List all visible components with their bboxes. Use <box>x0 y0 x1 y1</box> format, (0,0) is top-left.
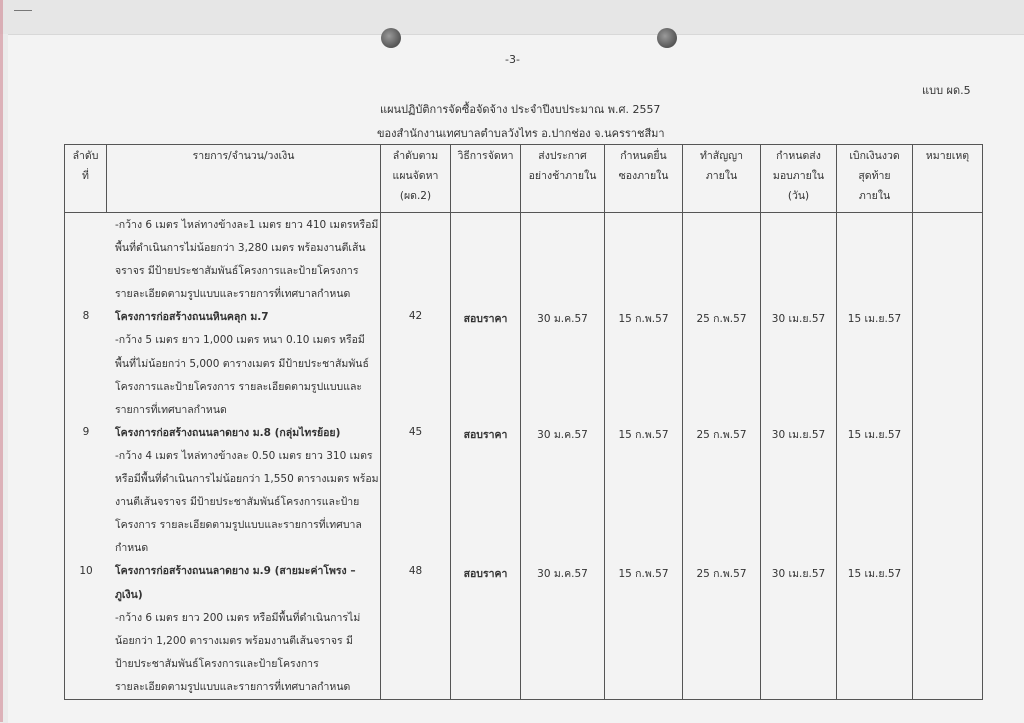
project-detail-line: โครงการ รายละเอียดตามรูปแบบและรายการที่เทศบาล <box>115 519 362 532</box>
delivery-column <box>761 213 836 678</box>
header-no <box>65 145 107 213</box>
page-number: -3- <box>505 53 520 66</box>
header-no-line: ลำดับ <box>72 150 99 162</box>
form-code: แบบ ผด.5 <box>922 84 971 97</box>
remarks-cell <box>913 213 983 700</box>
header-bid-due-line: ซองภายใน <box>618 170 669 182</box>
header-plan-order-line: (ผด.2) <box>399 190 432 202</box>
project-detail-line: หรือมีพื้นที่ดำเนินการไม่น้อยกว่า 1,550 ตารางเมตร พร้อม <box>115 473 379 486</box>
project-title-line: ภูเงิน) <box>115 588 143 601</box>
contract-cell <box>683 213 761 700</box>
header-contract-line: ทำสัญญา <box>699 150 743 162</box>
page-edge-line <box>0 0 3 722</box>
project-detail-line: น้อยกว่า 1,200 ตารางเมตร พร้อมงานตีเส้นจราจร มี <box>115 634 353 647</box>
plan-order-value: 45 <box>408 425 423 438</box>
delivery-cell <box>761 213 837 700</box>
method-cell <box>451 213 521 700</box>
project-number: 10 <box>79 564 93 577</box>
header-remarks-label: หมายเหตุ <box>925 150 970 162</box>
table-body-row <box>65 213 983 700</box>
header-announce <box>521 145 605 213</box>
project-title-line: โครงการก่อสร้างถนนลาดยาง ม.9 (สายมะค่าโพรง – <box>115 565 356 578</box>
document-title: แผนปฏิบัติการจัดซื้อจัดจ้าง ประจำปีงบประมาณ พ.ศ. 2557 <box>380 103 661 116</box>
header-delivery-line: มอบภายใน <box>772 170 825 182</box>
header-announce-line: ส่งประกาศ <box>538 150 587 162</box>
project-title-line: โครงการก่อสร้างถนนหินคลุก ม.7 <box>115 311 269 324</box>
scan-corner-mark <box>14 0 32 11</box>
announce-date: 30 ม.ค.57 <box>537 313 588 326</box>
contract-date: 25 ก.พ.57 <box>696 428 747 441</box>
project-detail-line: พื้นที่ดำเนินการไม่น้อยกว่า 3,280 เมตร พร้อมงานตีเส้น <box>115 242 366 255</box>
plan-order-value: 48 <box>408 564 423 577</box>
project-detail-line: -กว้าง 5 เมตร ยาว 1,000 เมตร หนา 0.10 เมตร หรือมี <box>115 334 365 347</box>
punch-hole-right <box>657 28 677 48</box>
delivery-date: 30 เม.ย.57 <box>771 428 826 441</box>
header-final-payment <box>837 145 913 213</box>
table-header-row <box>65 145 983 213</box>
project-detail-line: ป้ายประชาสัมพันธ์โครงการและป้ายโครงการ <box>115 657 319 670</box>
project-detail-line: โครงการและป้ายโครงการ รายละเอียดตามรูปแบบและ <box>115 380 363 393</box>
project-number: 8 <box>82 310 90 323</box>
project-detail-line: จราจร มีป้ายประชาสัมพันธ์โครงการและป้ายโครงการ <box>115 265 359 278</box>
announce-column <box>521 213 604 678</box>
header-contract-line: ภายใน <box>705 170 738 182</box>
header-remarks <box>913 145 983 213</box>
project-detail-line: พื้นที่ไม่น้อยกว่า 5,000 ตารางเมตร มีป้ายประชาสัมพันธ์ <box>115 357 369 370</box>
header-method <box>451 145 521 213</box>
header-final-payment-line: เบิกเงินงวด <box>849 150 900 162</box>
announce-date: 30 ม.ค.57 <box>537 428 588 441</box>
method-value: สอบราคา <box>463 313 508 326</box>
header-delivery-line: (วัน) <box>787 190 810 202</box>
item-description <box>65 213 380 699</box>
header-plan-order-line: ลำดับตาม <box>392 150 439 162</box>
header-no-line: ที่ <box>82 170 89 182</box>
header-method-label: วิธีการจัดหา <box>457 150 514 162</box>
final-payment-cell <box>837 213 913 700</box>
final-payment-column <box>837 213 912 678</box>
bid-due-column <box>605 213 682 678</box>
header-item-label: รายการ/จำนวน/วงเงิน <box>192 150 295 162</box>
plan-order-column <box>381 213 450 678</box>
header-item <box>107 145 381 213</box>
project-title-line: โครงการก่อสร้างถนนลาดยาง ม.8 (กลุ่มไทรย้อย) <box>115 426 341 439</box>
header-delivery <box>761 145 837 213</box>
final-payment-date: 15 เม.ย.57 <box>847 567 902 580</box>
header-contract <box>683 145 761 213</box>
project-detail-line: รายละเอียดตามรูปแบบและรายการที่เทศบาลกำหนด <box>115 288 351 301</box>
project-number-column <box>65 213 107 678</box>
item-description-cell <box>65 213 381 700</box>
project-detail-line: -กว้าง 6 เมตร ไหล่ทางข้างละ1 เมตร ยาว 410 เมตรหรือมี <box>115 219 379 231</box>
header-final-payment-line: สุดท้าย <box>858 170 891 182</box>
project-detail-line: -กว้าง 6 เมตร ยาว 200 เมตร หรือมีพื้นที่ดำเนินการไม่ <box>115 611 361 624</box>
final-payment-date: 15 เม.ย.57 <box>847 428 902 441</box>
bid-due-date: 15 ก.พ.57 <box>618 428 669 441</box>
project-detail-line: กำหนด <box>115 542 149 555</box>
plan-order-cell <box>381 213 451 700</box>
method-value: สอบราคา <box>463 567 508 580</box>
announce-date: 30 ม.ค.57 <box>537 567 588 580</box>
bid-due-cell <box>605 213 683 700</box>
header-plan-order-line: แผนจัดหา <box>392 170 439 182</box>
project-detail-line: รายละเอียดตามรูปแบบและรายการที่เทศบาลกำหนด <box>115 680 351 693</box>
punch-hole-left <box>381 28 401 48</box>
announce-cell <box>521 213 605 700</box>
method-value: สอบราคา <box>463 428 508 441</box>
contract-date: 25 ก.พ.57 <box>696 567 747 580</box>
project-detail-line: รายการที่เทศบาลกำหนด <box>115 403 227 416</box>
project-number: 9 <box>82 425 90 438</box>
method-column <box>451 213 520 678</box>
bid-due-date: 15 ก.พ.57 <box>618 313 669 326</box>
document-subtitle: ของสำนักงานเทศบาลตำบลวังไทร อ.ปากช่อง จ.นครราชสีมา <box>377 127 665 140</box>
scan-top-strip <box>0 0 1024 34</box>
header-final-payment-line: ภายใน <box>858 190 891 202</box>
contract-column <box>683 213 760 678</box>
delivery-date: 30 เม.ย.57 <box>771 313 826 326</box>
plan-order-value: 42 <box>408 310 423 323</box>
contract-date: 25 ก.พ.57 <box>696 313 747 326</box>
final-payment-date: 15 เม.ย.57 <box>847 313 902 326</box>
header-announce-line: อย่างช้าภายใน <box>528 170 597 182</box>
header-bid-due <box>605 145 683 213</box>
header-bid-due-line: กำหนดยื่น <box>620 150 667 162</box>
bid-due-date: 15 ก.พ.57 <box>618 567 669 580</box>
header-delivery-line: กำหนดส่ง <box>776 150 821 162</box>
project-detail-line: -กว้าง 4 เมตร ไหล่ทางข้างละ 0.50 เมตร ยาว 310 เมตร <box>115 449 373 462</box>
procurement-plan-table <box>64 144 983 700</box>
project-detail-line: งานตีเส้นจราจร มีป้ายประชาสัมพันธ์โครงการและป้าย <box>115 496 360 509</box>
header-plan-order <box>381 145 451 213</box>
delivery-date: 30 เม.ย.57 <box>771 567 826 580</box>
